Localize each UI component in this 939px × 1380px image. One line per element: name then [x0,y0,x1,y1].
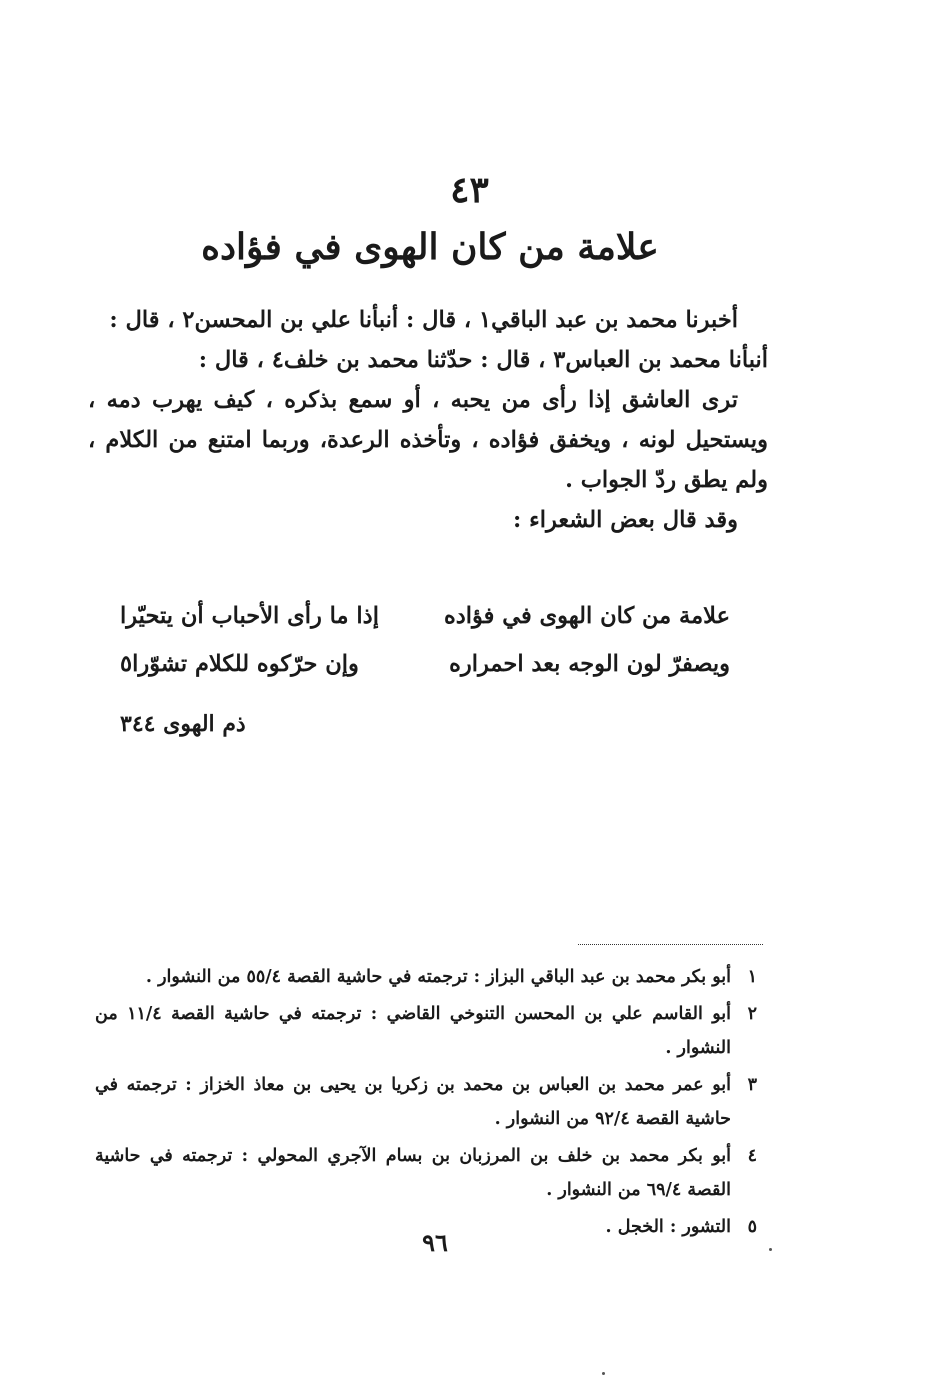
footnote-number: ١ [747,967,757,987]
footnote [95,960,757,994]
footnote-text: أبو عمر محمد بن العباس بن محمد بن زكريا بن يحيى بن معاذ الخزاز : ترجمته في حاشية القصة ٩٢/٤ من النشوار . [95,1075,731,1129]
footnote-text: أبو بكر محمد بن عبد الباقي البزاز : ترجمته في حاشية القصة ٥٥/٤ من النشوار . [145,967,731,987]
footnote [95,1068,757,1136]
footnote [95,997,757,1065]
story-title: علامة من كان الهوى في فؤاده [201,226,659,268]
source-reference: ذم الهوى ٣٤٤ [120,711,246,737]
footnote-separator [578,944,763,945]
poem-verse [120,640,730,688]
footnote-number: ٤ [747,1146,757,1166]
story-body [88,300,768,540]
footnote-number: ٣ [747,1075,757,1095]
story-number: ٤٣ [450,169,489,211]
isnad-line-1: أخبرنا محمد بن عبد الباقي١ ، قال : أنبأنا علي بن المحسن٢ ، قال : [109,307,738,333]
scan-speck [769,1248,772,1251]
story-paragraph: ترى العاشق إذا رأى من يحبه ، أو سمع بذكره ، كيف يهرب دمه ، ويستحيل لونه ، ويخفق فؤاده ، وتأخذه الرعدة، وربما امتنع من الكلام ، ولم يطق ردّ الجواب . [88,387,768,493]
isnad-line-2: أنبأنا محمد بن العباس٣ ، قال : حدّثنا محمد بن خلف٤ ، قال : [198,347,768,373]
footnote-number: ٢ [747,1004,757,1024]
poem [120,592,730,688]
poem-hemistich-first: علامة من كان الهوى في فؤاده [443,603,730,629]
footnotes [95,960,757,1247]
footnote-text: التشور : الخجل . [605,1217,731,1237]
footnote [95,1139,757,1207]
footnote-text: أبو القاسم علي بن المحسن التنوخي القاضي : ترجمته في حاشية القصة ١١/٤ من النشوار . [95,1004,731,1058]
footnote-number: ٥ [747,1217,757,1237]
footnote-text: أبو بكر محمد بن خلف بن المرزبان بن بسام الآجري المحولي : ترجمته في حاشية القصة ٦٩/٤ من النشوار . [95,1146,731,1200]
poets-intro: وقد قال بعض الشعراء : [513,507,738,533]
poem-hemistich-second: وإن حرّكوه للكلام تشوّرا٥ [120,651,359,677]
scan-speck [602,1372,605,1375]
poem-verse [120,592,730,640]
page-number: ٩٦ [422,1228,448,1257]
poem-hemistich-first: ويصفرّ لون الوجه بعد احمراره [449,651,730,677]
poem-hemistich-second: إذا ما رأى الأحباب أن يتحيّرا [120,603,379,629]
